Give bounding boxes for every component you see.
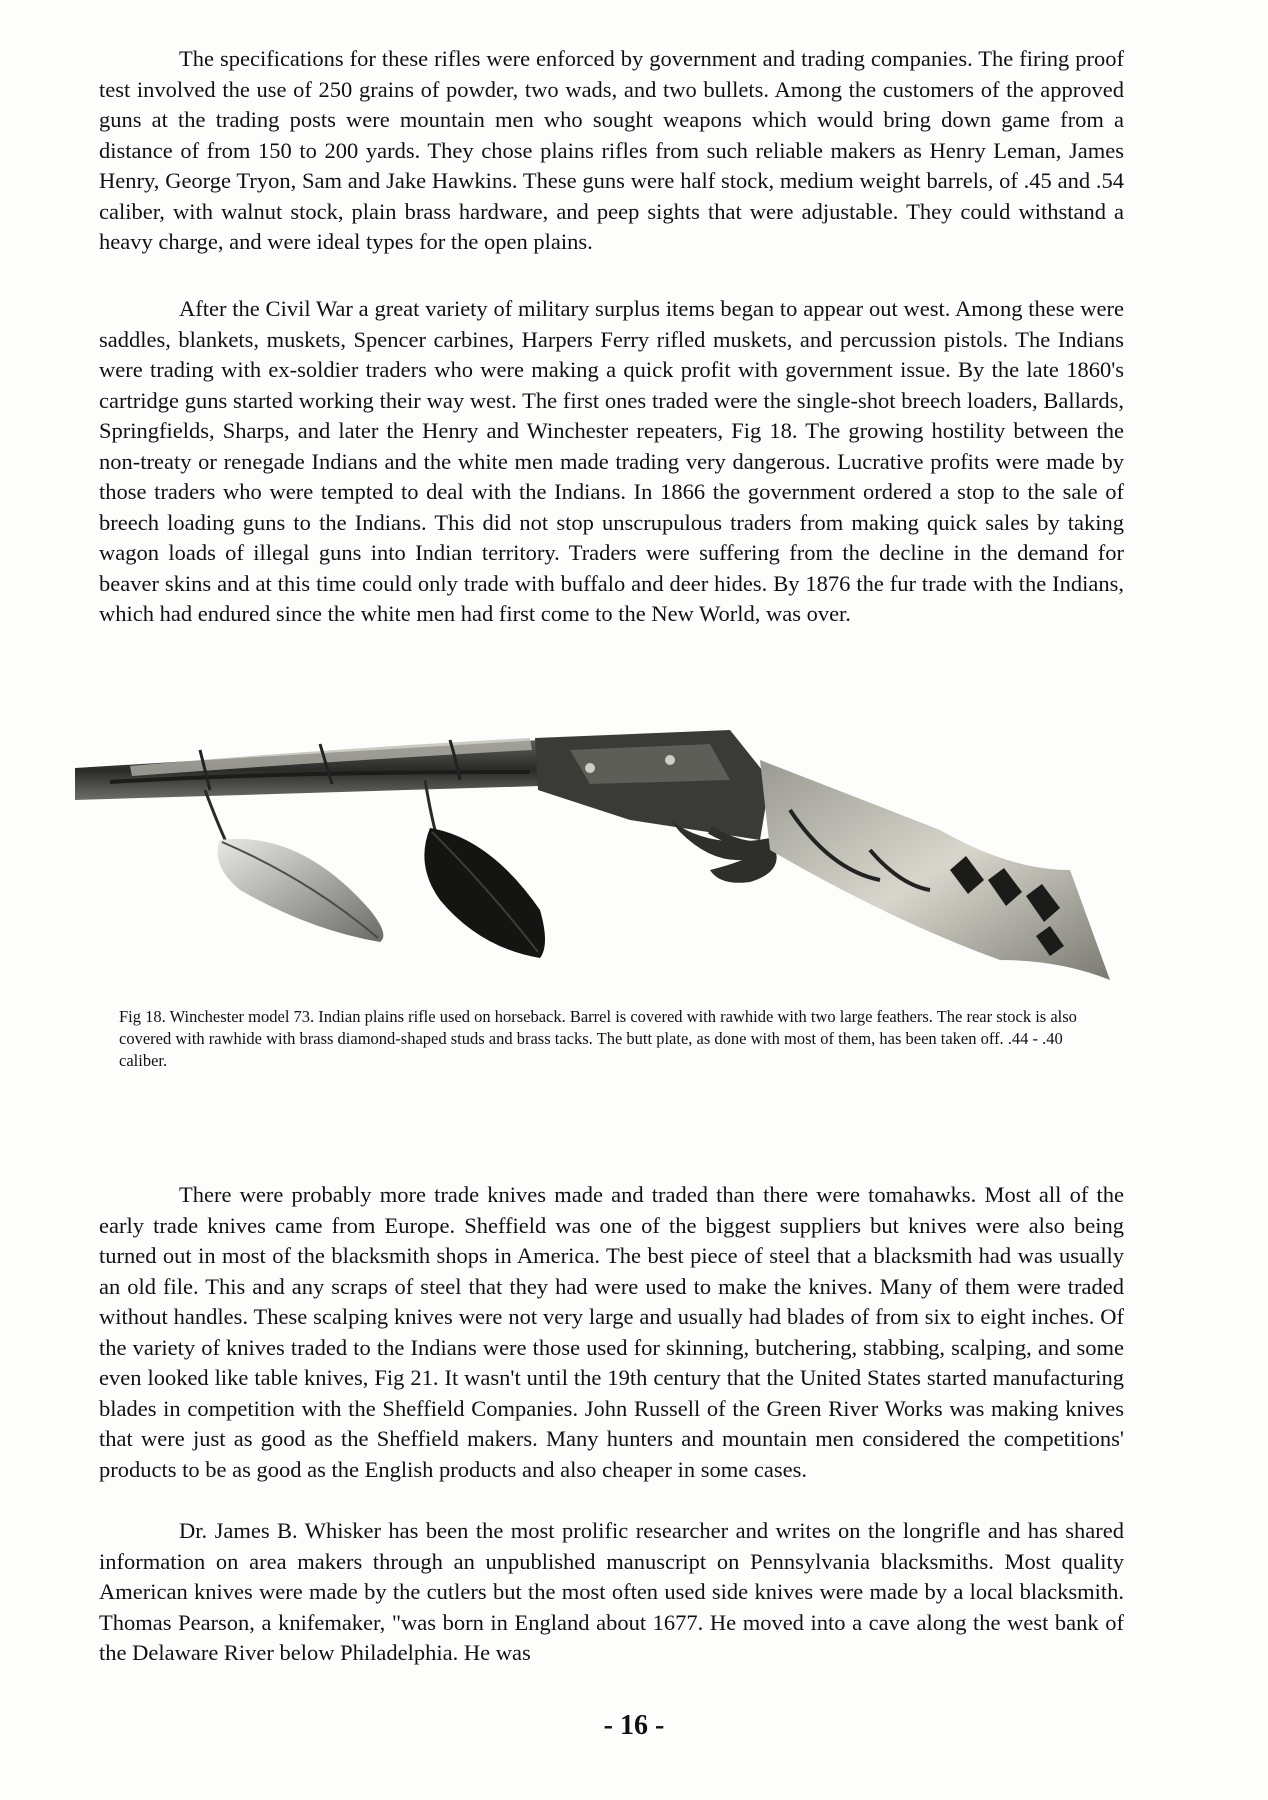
- paragraph-rifle-specifications: The specifications for these rifles were enforced by government and trading companies. The firing proof test involved the use of 250 grains of powder, two wads, and two bullets. Among the customers of the approved guns at the trading posts were mountain men who sought weapons which would bring down game from a distance of from 150 to 200 yards. They chose plains rifles from such reliable makers as Henry Leman, James Henry, George Tryon, Sam and Jake Hawkins. These guns were half stock, medium weight barrels, of .45 and .54 caliber, with walnut stock, plain brass hardware, and peep sights that were adjustable. They could withstand a heavy charge, and were ideal types for the open plains.: [99, 46, 1124, 254]
- rifle-illustration: [70, 720, 1180, 990]
- page-number: - 16 -: [603, 1710, 665, 1741]
- feather-light: [218, 839, 384, 942]
- paragraph-whisker-research: Dr. James B. Whisker has been the most prolific researcher and writes on the longrifle and has shared information on area makers through an unpublished manuscript on Pennsylvania blacksmiths. Most quality American knives were made by the cutlers but the most often used side knives were made by a local blacksmith. Thomas Pearson, a knifemaker, "was born in England about 1677. He moved into a cave along the west bank of the Delaware River below Philadelphia. He was: [99, 1518, 1124, 1665]
- paragraph-civil-war-surplus: After the Civil War a great variety of military surplus items began to appear out west. Among these were saddles, blankets, muskets, Spencer carbines, Harpers Ferry rifled muskets, and percussion pistols. The Indians were trading with ex-soldier traders who were making a quick profit with government issue. By the late 1860's cartridge guns started working their way west. The first ones traded were the single-shot breech loaders, Ballards, Springfields, Sharps, and later the Henry and Winchester repeaters, Fig 18. The growing hostility between the non-treaty or renegade Indians and the white men made trading very dangerous. Lucrative profits were made by those traders who were tempted to deal with the Indians. In 1866 the government ordered a stop to the sale of breech loading guns to the Indians. This did not stop unscrupulous traders from making quick sales by taking wagon loads of illegal guns into Indian territory. Traders were suffering from the decline in the demand for beaver skins and at this time could only trade with buffalo and deer hides. By 1876 the fur trade with the Indians, which had endured since the white men had first come to the New World, was over.: [99, 296, 1124, 626]
- figure-winchester-rifle-photo: [70, 720, 1180, 990]
- paragraph-trade-knives: There were probably more trade knives made and traded than there were tomahawks. Most all of the early trade knives came from Europe. Sheffield was one of the biggest suppliers but knives were also being turned out in most of the blacksmith shops in America. The best piece of steel that a blacksmith had was usually an old file. This and any scraps of steel that they had were used to make the knives. Many of them were traded without handles. These scalping knives were not very large and usually had blades of from six to eight inches. Of the variety of knives traded to the Indians were those used for skinning, butchering, stabbing, scalping, and some even looked like table knives, Fig 21. It wasn't until the 19th century that the United States started manufacturing blades in competition with the Sheffield Companies. John Russell of the Green River Works was making knives that were just as good as the Sheffield makers. Many hunters and mountain men considered the competitions' products to be as good as the English products and also cheaper in some cases.: [99, 1182, 1124, 1482]
- figure-caption: Fig 18. Winchester model 73. Indian plains rifle used on horseback. Barrel is covered with rawhide with two large feathers. The rear stock is also covered with rawhide with brass diamond-shaped studs and brass tacks. The butt plate, as done with most of them, has been taken off. .44 - .40 caliber.: [119, 1007, 1077, 1070]
